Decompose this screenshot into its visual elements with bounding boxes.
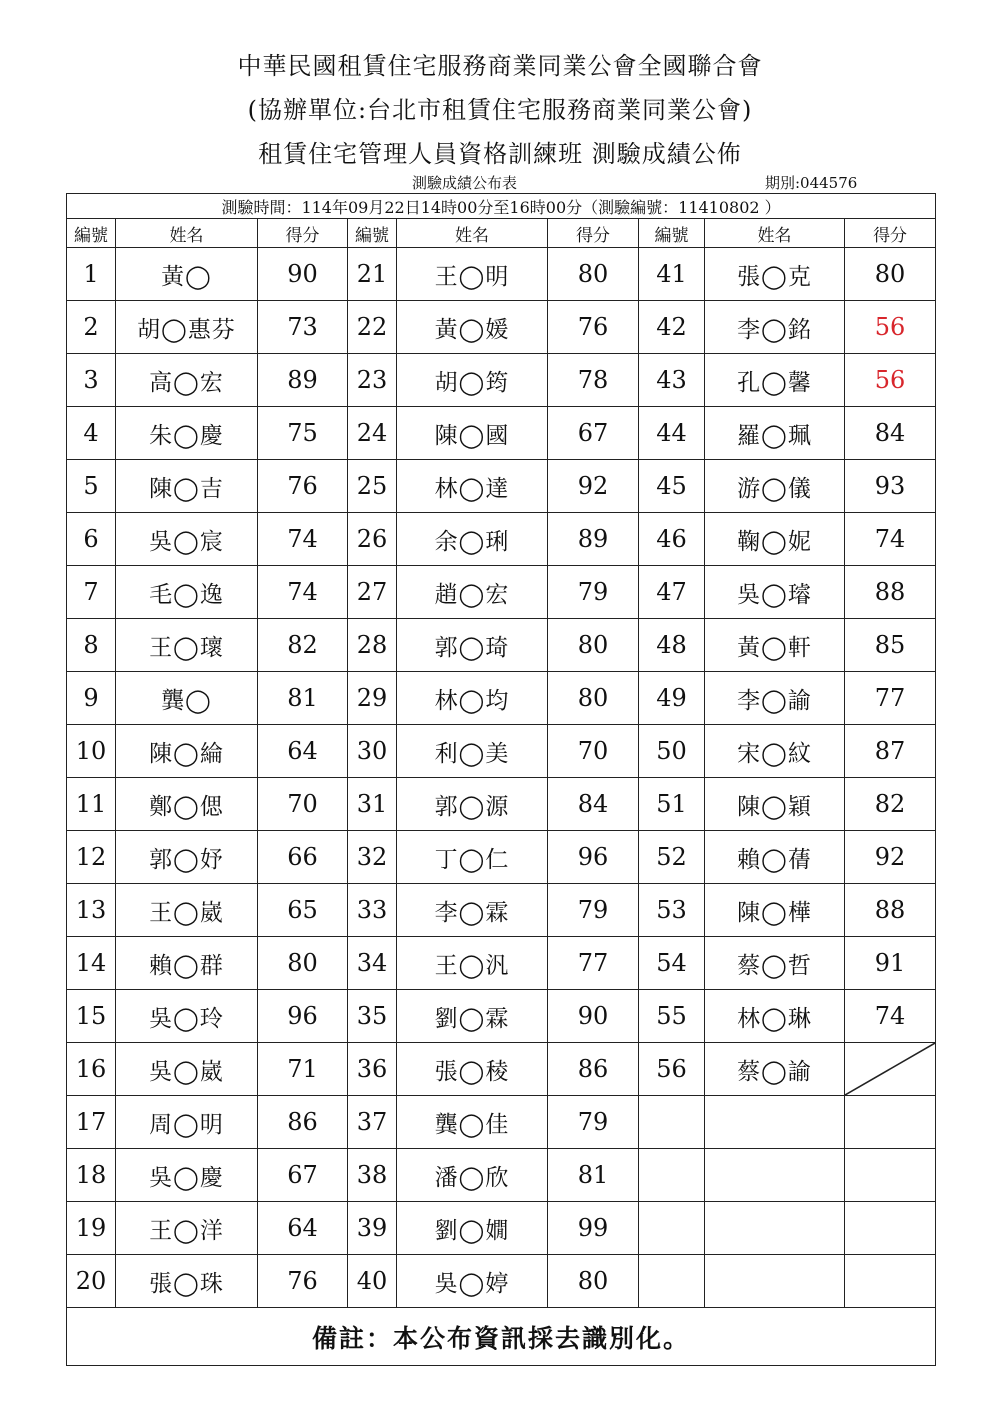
table-row	[67, 407, 936, 460]
entry-score: 84	[548, 778, 639, 831]
column-header-name: 姓名	[397, 219, 548, 248]
entry-score: 88	[845, 884, 936, 937]
column-header-score: 得分	[258, 219, 348, 248]
entry-score: 74	[845, 990, 936, 1043]
entry-name: 林◯達	[397, 460, 548, 513]
column-header-number: 編號	[67, 219, 116, 248]
entry-name: 李◯諭	[705, 672, 845, 725]
entry-number: 13	[67, 884, 116, 937]
entry-number: 23	[348, 354, 397, 407]
entry-name: 郭◯妤	[116, 831, 258, 884]
entry-name: 王◯瓌	[116, 619, 258, 672]
entry-score: 88	[845, 566, 936, 619]
entry-name: 張◯珠	[116, 1255, 258, 1308]
entry-score: 66	[258, 831, 348, 884]
entry-name: 朱◯慶	[116, 407, 258, 460]
entry-name: 毛◯逸	[116, 566, 258, 619]
entry-name: 林◯琳	[705, 990, 845, 1043]
entry-name: 黃◯	[116, 248, 258, 301]
entry-number: 54	[639, 937, 705, 990]
entry-score: 90	[258, 248, 348, 301]
entry-number: 56	[639, 1043, 705, 1096]
entry-score: 73	[258, 301, 348, 354]
entry-name: 陳◯穎	[705, 778, 845, 831]
table-row	[67, 831, 936, 884]
table-row	[67, 1096, 936, 1149]
entry-name: 鞠◯妮	[705, 513, 845, 566]
empty-cell	[705, 1149, 845, 1202]
exam-time-info: 測驗時間：114年09月22日14時00分至16時00分（測驗編號：11410802 ）	[67, 194, 936, 219]
entry-number: 4	[67, 407, 116, 460]
entry-number: 20	[67, 1255, 116, 1308]
entry-name: 吳◯璿	[705, 566, 845, 619]
entry-score: 74	[258, 513, 348, 566]
entry-number: 3	[67, 354, 116, 407]
table-row	[67, 937, 936, 990]
empty-cell	[845, 1149, 936, 1202]
column-header-number: 編號	[639, 219, 705, 248]
entry-number: 11	[67, 778, 116, 831]
entry-number: 30	[348, 725, 397, 778]
entry-score: 90	[548, 990, 639, 1043]
entry-number: 22	[348, 301, 397, 354]
entry-number: 21	[348, 248, 397, 301]
entry-score: 79	[548, 566, 639, 619]
entry-number: 38	[348, 1149, 397, 1202]
period-number: 期別:044576	[765, 174, 858, 192]
entry-score: 80	[845, 248, 936, 301]
entry-name: 劉◯霖	[397, 990, 548, 1043]
entry-score: 76	[258, 460, 348, 513]
entry-name: 陳◯吉	[116, 460, 258, 513]
entry-number: 50	[639, 725, 705, 778]
entry-number: 36	[348, 1043, 397, 1096]
entry-number: 25	[348, 460, 397, 513]
entry-score: 89	[548, 513, 639, 566]
table-row	[67, 884, 936, 937]
entry-score: 80	[548, 672, 639, 725]
entry-score: 56	[845, 354, 936, 407]
entry-score: 76	[548, 301, 639, 354]
entry-number: 19	[67, 1202, 116, 1255]
entry-name: 吳◯崴	[116, 1043, 258, 1096]
entry-name: 蔡◯諭	[705, 1043, 845, 1096]
entry-number: 45	[639, 460, 705, 513]
entry-number: 35	[348, 990, 397, 1043]
entry-score: 70	[258, 778, 348, 831]
entry-score: 64	[258, 1202, 348, 1255]
column-header-score: 得分	[548, 219, 639, 248]
entry-score: 82	[258, 619, 348, 672]
entry-number: 15	[67, 990, 116, 1043]
column-header-score: 得分	[845, 219, 936, 248]
empty-cell	[845, 1096, 936, 1149]
entry-score: 86	[548, 1043, 639, 1096]
table-row	[67, 1202, 936, 1255]
entry-number: 16	[67, 1043, 116, 1096]
entry-name: 王◯崴	[116, 884, 258, 937]
table-row	[67, 460, 936, 513]
entry-name: 趙◯宏	[397, 566, 548, 619]
entry-score: 84	[845, 407, 936, 460]
entry-score: 87	[845, 725, 936, 778]
entry-score: 99	[548, 1202, 639, 1255]
entry-number: 26	[348, 513, 397, 566]
entry-name: 高◯宏	[116, 354, 258, 407]
entry-name: 郭◯源	[397, 778, 548, 831]
entry-score: 64	[258, 725, 348, 778]
empty-cell	[705, 1255, 845, 1308]
entry-number: 32	[348, 831, 397, 884]
entry-name: 陳◯綸	[116, 725, 258, 778]
entry-score: 71	[258, 1043, 348, 1096]
entry-number: 31	[348, 778, 397, 831]
entry-score: 77	[845, 672, 936, 725]
entry-number: 24	[348, 407, 397, 460]
entry-name: 王◯明	[397, 248, 548, 301]
entry-name: 胡◯筠	[397, 354, 548, 407]
entry-score: 77	[548, 937, 639, 990]
entry-number: 44	[639, 407, 705, 460]
score-table	[66, 193, 936, 1366]
entry-name: 宋◯紋	[705, 725, 845, 778]
entry-number: 28	[348, 619, 397, 672]
diagonal-strike	[845, 1043, 935, 1095]
empty-cell	[845, 1202, 936, 1255]
entry-number: 55	[639, 990, 705, 1043]
entry-score: 65	[258, 884, 348, 937]
entry-name: 吳◯玲	[116, 990, 258, 1043]
entry-name: 利◯美	[397, 725, 548, 778]
entry-score: 78	[548, 354, 639, 407]
empty-cell	[705, 1202, 845, 1255]
entry-number: 41	[639, 248, 705, 301]
entry-name: 張◯克	[705, 248, 845, 301]
empty-cell	[639, 1202, 705, 1255]
entry-number: 51	[639, 778, 705, 831]
entry-name: 丁◯仁	[397, 831, 548, 884]
entry-score: 67	[548, 407, 639, 460]
entry-name: 賴◯蒨	[705, 831, 845, 884]
entry-score: 80	[548, 1255, 639, 1308]
entry-number: 53	[639, 884, 705, 937]
entry-number: 2	[67, 301, 116, 354]
table-row	[67, 619, 936, 672]
entry-name: 郭◯琦	[397, 619, 548, 672]
entry-name: 余◯琍	[397, 513, 548, 566]
entry-number: 29	[348, 672, 397, 725]
entry-name: 王◯洋	[116, 1202, 258, 1255]
entry-number: 14	[67, 937, 116, 990]
entry-number: 10	[67, 725, 116, 778]
empty-cell	[639, 1149, 705, 1202]
entry-name: 蔡◯哲	[705, 937, 845, 990]
header-row	[67, 219, 936, 248]
entry-number: 37	[348, 1096, 397, 1149]
entry-number: 34	[348, 937, 397, 990]
entry-name: 李◯銘	[705, 301, 845, 354]
table-row	[67, 778, 936, 831]
table-row	[67, 1043, 936, 1096]
entry-score: 92	[548, 460, 639, 513]
entry-score: 80	[258, 937, 348, 990]
entry-score-crossed	[845, 1043, 936, 1096]
entry-name: 龔◯	[116, 672, 258, 725]
entry-score: 96	[548, 831, 639, 884]
entry-name: 潘◯欣	[397, 1149, 548, 1202]
entry-score: 80	[548, 619, 639, 672]
entry-name: 吳◯宸	[116, 513, 258, 566]
entry-number: 42	[639, 301, 705, 354]
table-row	[67, 566, 936, 619]
entry-number: 47	[639, 566, 705, 619]
entry-score: 75	[258, 407, 348, 460]
entry-score: 91	[845, 937, 936, 990]
entry-name: 林◯均	[397, 672, 548, 725]
entry-name: 黃◯媛	[397, 301, 548, 354]
entry-score: 79	[548, 1096, 639, 1149]
entry-score: 93	[845, 460, 936, 513]
entry-name: 陳◯樺	[705, 884, 845, 937]
entry-name: 李◯霖	[397, 884, 548, 937]
entry-score: 56	[845, 301, 936, 354]
entry-number: 12	[67, 831, 116, 884]
entry-score: 82	[845, 778, 936, 831]
entry-name: 胡◯惠芬	[116, 301, 258, 354]
empty-cell	[845, 1255, 936, 1308]
empty-cell	[639, 1255, 705, 1308]
entry-score: 86	[258, 1096, 348, 1149]
entry-name: 吳◯婷	[397, 1255, 548, 1308]
entry-number: 9	[67, 672, 116, 725]
entry-score: 85	[845, 619, 936, 672]
entry-number: 46	[639, 513, 705, 566]
table-row	[67, 513, 936, 566]
table-row	[67, 990, 936, 1043]
entry-name: 陳◯國	[397, 407, 548, 460]
table-caption: 測驗成績公布表	[412, 174, 518, 192]
entry-number: 8	[67, 619, 116, 672]
entry-score: 74	[258, 566, 348, 619]
entry-number: 7	[67, 566, 116, 619]
entry-name: 張◯稜	[397, 1043, 548, 1096]
entry-score: 81	[258, 672, 348, 725]
entry-number: 43	[639, 354, 705, 407]
entry-score: 96	[258, 990, 348, 1043]
entry-number: 52	[639, 831, 705, 884]
column-header-name: 姓名	[705, 219, 845, 248]
entry-name: 周◯明	[116, 1096, 258, 1149]
entry-name: 賴◯群	[116, 937, 258, 990]
entry-score: 74	[845, 513, 936, 566]
entry-name: 游◯儀	[705, 460, 845, 513]
table-row	[67, 1255, 936, 1308]
entry-number: 33	[348, 884, 397, 937]
entry-number: 39	[348, 1202, 397, 1255]
entry-number: 5	[67, 460, 116, 513]
entry-name: 吳◯慶	[116, 1149, 258, 1202]
entry-name: 劉◯嫺	[397, 1202, 548, 1255]
entry-score: 67	[258, 1149, 348, 1202]
empty-cell	[705, 1096, 845, 1149]
column-header-name: 姓名	[116, 219, 258, 248]
entry-score: 81	[548, 1149, 639, 1202]
remark-note: 備註：本公布資訊採去識別化。	[67, 1308, 936, 1366]
table-row	[67, 1149, 936, 1202]
entry-score: 89	[258, 354, 348, 407]
entry-name: 孔◯馨	[705, 354, 845, 407]
entry-score: 79	[548, 884, 639, 937]
co-organizer-line: (協辦單位:台北市租賃住宅服務商業同業公會)	[247, 96, 753, 124]
table-row	[67, 248, 936, 301]
table-row	[67, 354, 936, 407]
entry-score: 76	[258, 1255, 348, 1308]
entry-number: 1	[67, 248, 116, 301]
entry-number: 18	[67, 1149, 116, 1202]
table-row	[67, 301, 936, 354]
entry-score: 70	[548, 725, 639, 778]
table-row	[67, 672, 936, 725]
entry-name: 羅◯珮	[705, 407, 845, 460]
entry-score: 80	[548, 248, 639, 301]
table-row	[67, 725, 936, 778]
entry-name: 鄭◯偲	[116, 778, 258, 831]
entry-number: 6	[67, 513, 116, 566]
document-subtitle: 租賃住宅管理人員資格訓練班 測驗成績公佈	[258, 140, 742, 168]
empty-cell	[639, 1096, 705, 1149]
entry-name: 黃◯軒	[705, 619, 845, 672]
entry-number: 49	[639, 672, 705, 725]
entry-name: 王◯汎	[397, 937, 548, 990]
column-header-number: 編號	[348, 219, 397, 248]
entry-name: 龔◯佳	[397, 1096, 548, 1149]
entry-number: 17	[67, 1096, 116, 1149]
entry-number: 27	[348, 566, 397, 619]
entry-number: 48	[639, 619, 705, 672]
entry-number: 40	[348, 1255, 397, 1308]
document-title: 中華民國租賃住宅服務商業同業公會全國聯合會	[237, 52, 763, 80]
entry-score: 92	[845, 831, 936, 884]
